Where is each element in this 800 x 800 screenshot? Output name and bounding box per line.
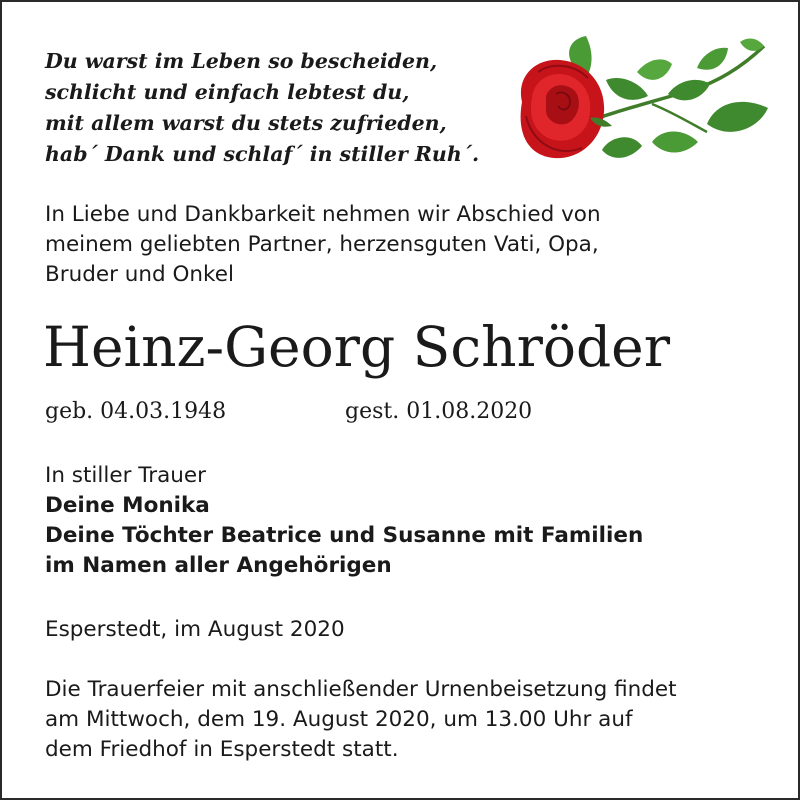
intro-text [45, 200, 601, 290]
intro-line: Bruder und Onkel [45, 262, 234, 287]
intro-line: meinem geliebten Partner, herzensguten Vati, Opa, [45, 232, 599, 257]
mourners [45, 461, 643, 581]
death-date: gest. 01.08.2020 [345, 399, 533, 424]
funeral-line: dem Friedhof in Esperstedt statt. [45, 737, 399, 762]
funeral-info [45, 675, 677, 765]
place-date: Esperstedt, im August 2020 [45, 617, 345, 642]
poem-line: hab´ Dank und schlaf´ in stiller Ruh´. [45, 142, 480, 166]
poem-line: mit allem warst du stets zufrieden, [45, 111, 447, 135]
mourner-line: Deine Töchter Beatrice und Susanne mit Familien [45, 523, 644, 548]
poem-line: schlicht und einfach lebtest du, [45, 80, 410, 104]
mourner-line: Deine Monika [45, 493, 210, 518]
funeral-line: Die Trauerfeier mit anschließender Urnenbeisetzung findet [45, 677, 677, 702]
intro-line: In Liebe und Dankbarkeit nehmen wir Abschied von [45, 202, 601, 227]
deceased-name: Heinz-Georg Schröder [43, 315, 671, 379]
birth-date: geb. 04.03.1948 [45, 399, 227, 424]
poem-line: Du warst im Leben so bescheiden, [45, 49, 438, 73]
mourners-heading: In stiller Trauer [45, 463, 206, 488]
mourner-line: im Namen aller Angehörigen [45, 553, 392, 578]
poem [45, 46, 479, 170]
rose-icon [502, 32, 782, 192]
funeral-line: am Mittwoch, dem 19. August 2020, um 13.00 Uhr auf [45, 707, 633, 732]
